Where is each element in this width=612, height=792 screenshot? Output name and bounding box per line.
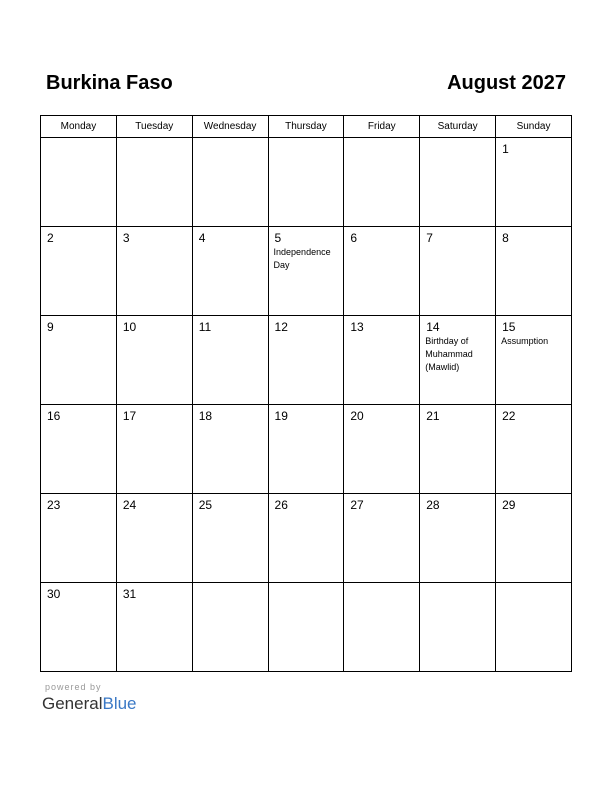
day-number: 27 [350,498,364,512]
calendar-day-cell [420,405,496,494]
calendar-day-cell [344,405,420,494]
day-number: 31 [122,587,137,601]
calendar-day-cell [496,583,572,672]
calendar-day-cell [192,583,268,672]
calendar-day-cell [344,583,420,672]
country-title: Burkina Faso [46,72,173,94]
calendar-day-cell [116,494,192,583]
day-number: 7 [426,231,433,245]
generalblue-logo[interactable] [42,694,137,714]
calendar-day-cell [41,227,117,316]
day-number: 14 [426,320,440,334]
calendar-day-cell [41,405,117,494]
calendar-day-cell [41,138,117,227]
day-number: 19 [274,409,288,423]
calendar-day-cell [116,405,192,494]
calendar-day-cell [268,316,344,405]
calendar-day-cell [192,227,268,316]
calendar-day-cell [192,316,268,405]
day-number: 21 [426,409,440,423]
day-number: 17 [122,409,137,423]
weekday-monday: Monday [41,116,117,138]
calendar-day-cell [496,316,572,405]
calendar-day-cell [116,227,192,316]
weekday-saturday: Saturday [420,116,496,138]
weekday-sunday: Sunday [496,116,572,138]
day-number: 22 [502,409,516,423]
calendar-grid [40,115,572,672]
weekday-friday: Friday [344,116,420,138]
calendar-day-cell [496,494,572,583]
day-number: 3 [122,231,130,245]
day-number: 9 [47,320,54,334]
calendar-day-cell [116,316,192,405]
powered-by-text: powered by [45,682,102,692]
calendar-day-cell [192,405,268,494]
day-number: 4 [198,231,206,245]
calendar-day-cell [192,138,268,227]
weekday-header-row [41,116,572,138]
day-number: 10 [122,320,137,334]
day-number: 8 [502,231,509,245]
brand-general-text: General [42,694,103,713]
weekday-thursday: Thursday [268,116,344,138]
holiday-label: Independence Day [273,247,331,270]
calendar-day-cell [268,405,344,494]
day-number: 18 [198,409,213,423]
calendar-day-cell [192,494,268,583]
calendar-day-cell [268,583,344,672]
footer-branding [42,682,137,714]
calendar-week-row [41,583,572,672]
calendar-week-row [41,227,572,316]
brand-blue-text: Blue [102,694,137,713]
day-number: 1 [502,142,509,156]
calendar-day-cell [268,227,344,316]
calendar-day-cell [116,583,192,672]
holiday-label: Birthday of Muhammad (Mawlid) [425,336,473,372]
calendar-day-cell [41,316,117,405]
calendar-day-cell [344,227,420,316]
day-number: 6 [350,231,358,245]
day-number: 26 [274,498,288,512]
calendar-day-cell [496,227,572,316]
calendar-day-cell [420,583,496,672]
calendar-day-cell [41,494,117,583]
day-number: 28 [426,498,440,512]
calendar-day-cell [420,494,496,583]
calendar-week-row [41,405,572,494]
calendar-day-cell [420,227,496,316]
calendar-day-cell [116,138,192,227]
calendar-week-row [41,494,572,583]
weekday-tuesday: Tuesday [116,116,192,138]
day-number: 29 [502,498,516,512]
day-number: 5 [274,231,282,245]
day-number: 25 [198,498,213,512]
calendar-week-row [41,316,572,405]
calendar-header [46,72,566,98]
calendar-day-cell [344,316,420,405]
day-number: 23 [47,498,61,512]
day-number: 11 [198,320,212,334]
day-number: 30 [47,587,61,601]
calendar-week-row [41,138,572,227]
calendar-day-cell [420,316,496,405]
calendar-day-cell [344,138,420,227]
holiday-label: Assumption [501,336,549,346]
month-year-title: August 2027 [447,72,566,94]
day-number: 16 [47,409,61,423]
day-number: 20 [350,409,364,423]
calendar-day-cell [41,583,117,672]
weekday-wednesday: Wednesday [192,116,268,138]
day-number: 12 [274,320,288,334]
day-number: 24 [122,498,137,512]
calendar-day-cell [420,138,496,227]
calendar-day-cell [496,138,572,227]
calendar-day-cell [268,494,344,583]
calendar-day-cell [344,494,420,583]
day-number: 15 [502,320,516,334]
calendar-day-cell [496,405,572,494]
calendar-day-cell [268,138,344,227]
day-number: 2 [47,231,54,245]
day-number: 13 [350,320,364,334]
